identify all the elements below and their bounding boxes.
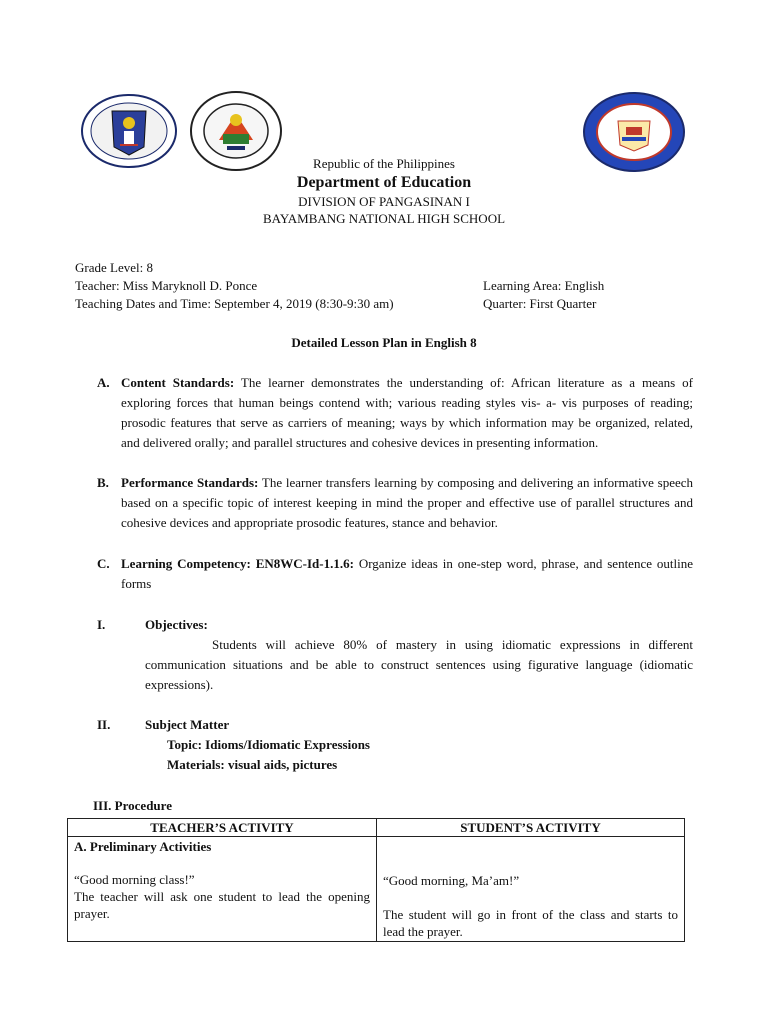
standard-letter: B. <box>97 475 109 490</box>
division-line: DIVISION OF PANGASINAN I <box>298 194 470 209</box>
standard-text: The learner demonstrates the understanding of: African literature as a means of exploring forces that human beings contend with; various reading styles vis- a- vis purposes of reading; prosodic features that serve as carriers of meaning; ways by which information may be organized, related, and delivered orally; and parallel structures and cohesive devices in presenting information. <box>121 375 693 450</box>
learning-area: Learning Area: English <box>483 278 605 293</box>
standard-letter: C. <box>97 556 110 571</box>
procedure-table <box>67 818 685 942</box>
standard-label: Learning Competency: EN8WC-Id-1.1.6: <box>121 556 354 571</box>
standard-label: Performance Standards: <box>121 475 259 490</box>
teacher-activity-cell <box>68 837 377 942</box>
teaching-dates: Teaching Dates and Time: September 4, 2019 (8:30-9:30 am) <box>75 296 394 311</box>
republic-line: Republic of the Philippines <box>313 156 455 171</box>
objectives-numeral: I. <box>97 617 106 632</box>
topic-line: Topic: Idioms/Idiomatic Expressions <box>167 737 370 752</box>
content-standards <box>97 373 693 453</box>
standard-text: The learner transfers learning by composing and delivering an informative speech based on a specific topic of interest keeping in mind the proper and effective use of parallel structures and cohesive devices and appropriate prosodic features, stance and behavior. <box>121 475 693 530</box>
standard-letter: A. <box>97 375 110 390</box>
teacher-name: Teacher: Miss Maryknoll D. Ponce <box>75 278 258 293</box>
learning-competency <box>97 554 693 594</box>
procedure-heading: III. Procedure <box>93 798 172 813</box>
objectives-text: Students will achieve 80% of mastery in using idiomatic expressions in different communication situations and be able to construct sentences using figurative language (idiomatic expressions). <box>145 637 693 692</box>
standard-text: Organize ideas in one-step word, phrase, and sentence outline forms <box>121 556 693 591</box>
table-header-row <box>68 819 685 837</box>
teacher-activity-header: TEACHER’S ACTIVITY <box>68 819 377 837</box>
objectives-heading: Objectives: <box>145 617 208 632</box>
materials-line: Materials: visual aids, pictures <box>167 757 338 772</box>
quarter: Quarter: First Quarter <box>483 296 597 311</box>
standard-label: Content Standards: <box>121 375 235 390</box>
table-row <box>68 837 685 942</box>
subject-matter-heading: Subject Matter <box>145 717 230 732</box>
subject-matter-numeral: II. <box>97 717 111 732</box>
teacher-greeting: “Good morning class!” <box>74 872 195 887</box>
school-name: BAYAMBANG NATIONAL HIGH SCHOOL <box>262 211 506 226</box>
performance-standards <box>97 473 693 533</box>
lesson-plan-title: Detailed Lesson Plan in English 8 <box>291 335 477 350</box>
preliminary-activities-label: A. Preliminary Activities <box>74 839 212 854</box>
student-activity-cell <box>377 837 685 942</box>
student-prayer-response: The student will go in front of the class and starts to lead the prayer. <box>383 907 678 939</box>
student-greeting: “Good morning, Ma’am!” <box>383 873 520 888</box>
student-activity-header: STUDENT’S ACTIVITY <box>377 819 685 837</box>
department-title: Department of Education <box>296 174 472 191</box>
teacher-prayer-instruction: The teacher will ask one student to lead the opening prayer. <box>74 889 370 921</box>
grade-level: Grade Level: 8 <box>75 260 153 275</box>
